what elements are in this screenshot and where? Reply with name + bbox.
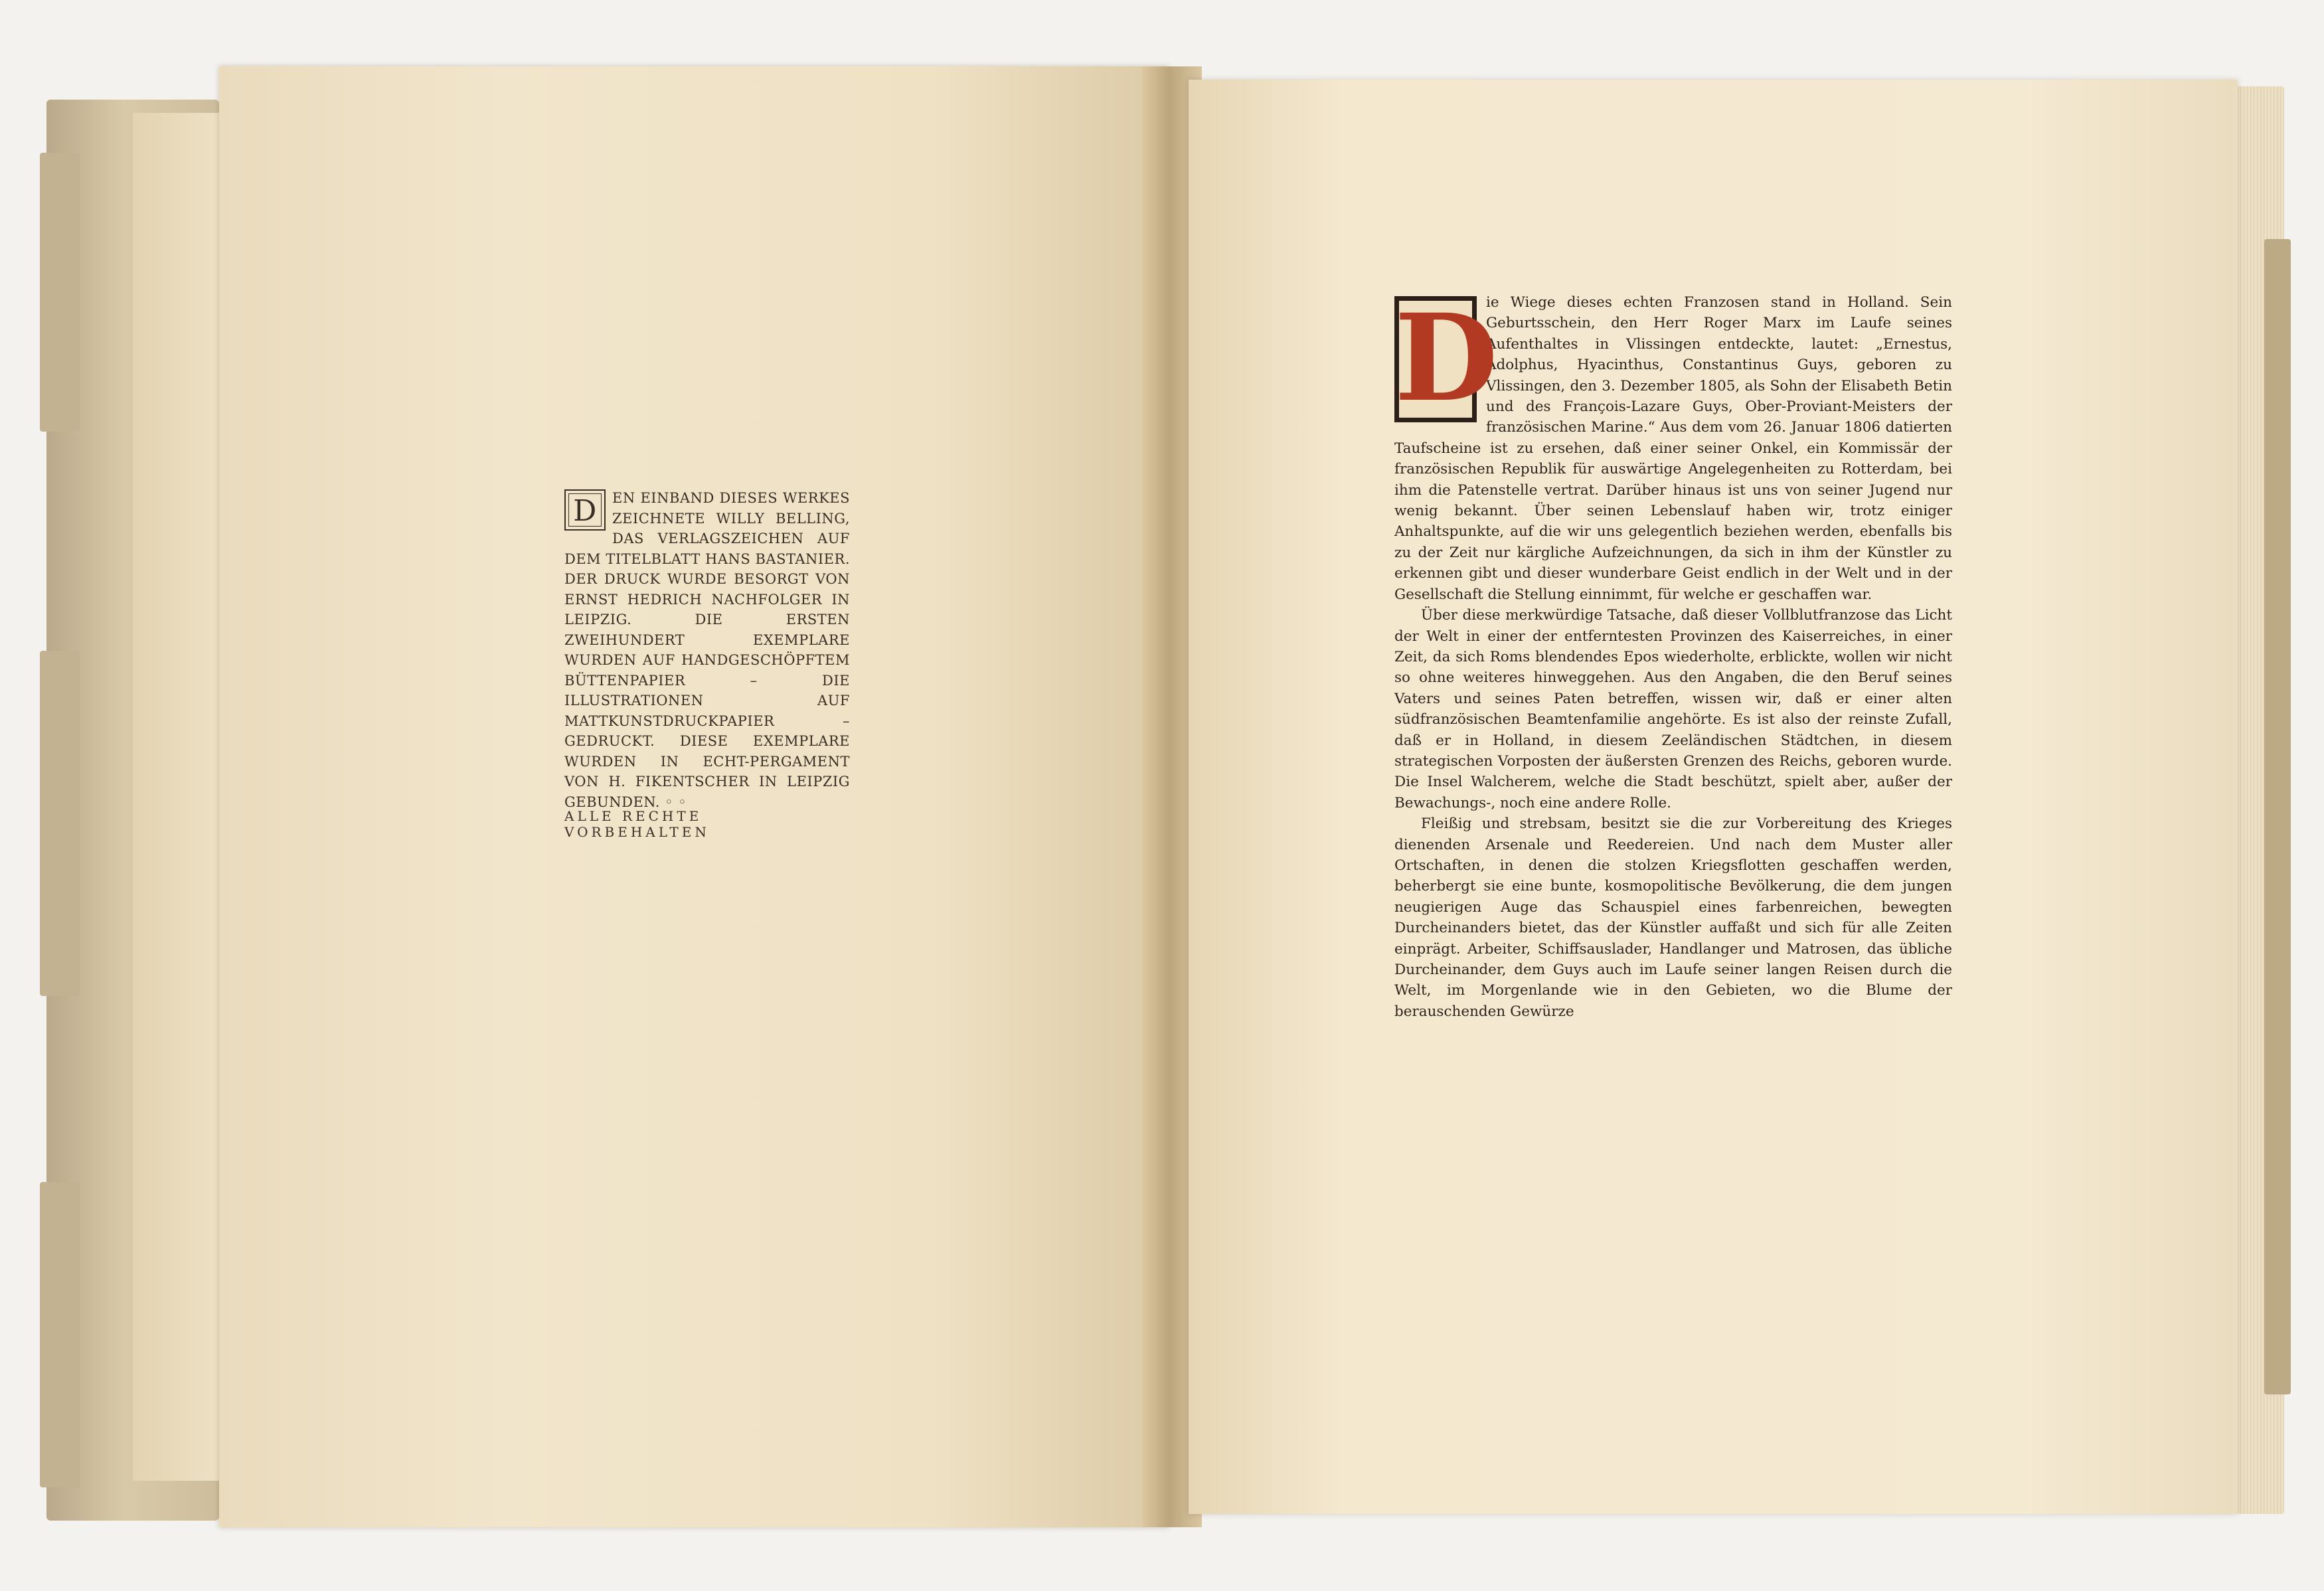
article-text bbox=[1394, 288, 1952, 1022]
torn-paper-strip bbox=[40, 651, 80, 996]
left-page-stack bbox=[133, 113, 226, 1481]
colophon-initial: D bbox=[573, 494, 597, 528]
colophon-initial-frame bbox=[564, 489, 606, 531]
torn-paper-strip bbox=[40, 153, 80, 432]
paragraph-1: ie Wiege dieses echten Franzosen stand in Holland. Sein Geburtsschein, den Herr Roger Marx im Laufe seines Aufenthaltes in Vlissingen entdeckte, lautet: „Ernestus, Adolphus, Hyacinthus, Constantinus Guys, geboren zu Vlissingen, den 3. Dezember 1805, als Sohn der Elisabeth Betin und des François-Lazare Guys, Ober-Proviant-Meisters der französischen Marine.“ Aus dem vom 26. Januar 1806 datierten Taufscheine ist zu ersehen, daß einer seiner Onkel, ein Kommissär der französischen Republik für auswärtige Angelegenheiten zu Rotterdam, bei ihm die Patenstelle vertrat. Darüber hinaus ist uns von seiner Jugend nur wenig bekannt. Über seinen Lebenslauf haben wir, trotz einiger Anhaltspunkte, auf die wir uns gelegentlich beziehen werden, ebenfalls bis zu der Zeit nur kärgliche Aufzeichnungen, da sich in ihm der Künstler zu erkennen gibt und dieser wunderbare Geist endlich in der Welt und in der Gesellschaft die Stellung einnimmt, für welche er geschaffen war. bbox=[1394, 294, 1952, 603]
paragraph-3: Fleißig und strebsam, besitzt sie die zur Vorbereitung des Krieges dienenden Arsenale und Reedereien. Und nach dem Muster aller Ortschaften, in denen die stolzen Kriegsflotten geschaffen werden, beherbergt sie eine bunte, kosmopolitische Bevölkerung, die dem jungen neugierigen Auge das Schauspiel eines farbenreichen, bewegten Durcheinanders bietet, das der Künstler auffaßt und sich für alle Zeiten einprägt. Arbeiter, Schiffsauslader, Handlanger und Matrosen, das übliche Durcheinander, dem Guys auch im Laufe seiner langen Reisen durch die Welt, im Morgenlande wie in den Gebieten, wo die Blume der berauschenden Gewürze bbox=[1394, 815, 1952, 1020]
torn-paper-strip bbox=[40, 1182, 80, 1487]
colophon-text: EN EINBAND DIESES WERKES ZEICHNETE WILLY BELLING, DAS VERLAGSZEICHEN AUF DEM TITELBLATT HANS BASTANIER. DER DRUCK WURDE BESORGT VON ERNST HEDRICH NACHFOLGER IN LEIPZIG. DIE ERSTEN ZWEIHUNDERT EXEMPLARE WURDEN AUF HANDGESCHÖPFTEM BÜTTENPAPIER – DIE ILLUSTRATIONEN AUF MATTKUNSTDRUCKPAPIER – GEDRUCKT. DIESE EXEMPLARE WURDEN IN ECHT-PERGAMENT VON H. FIKENTSCHER IN LEIPZIG GEBUNDEN. ◦ ◦ bbox=[564, 490, 850, 810]
paragraph-2: Über diese merkwürdige Tatsache, daß dieser Vollblutfranzose das Licht der Welt in einer der entferntesten Provinzen des Kaiserreiches, in einer Zeit, da sich Roms blendendes Epos wiederholte, erblickte, wollen wir nicht so ohne weiteres hinweggehen. Aus den Angaben, die den Beruf seines Vaters und seines Paten betreffen, wissen wir, daß er einer alten südfranzösischen Beamtenfamilie angehörte. Es ist also der reinste Zufall, daß er in Holland, in diesem Zeeländischen Städtchen, in diesem strategischen Vorposten der äußersten Grenzen des Reichs, geboren wurde. Die Insel Walcherem, welche die Stadt beschützt, spielt aber, außer der Bewachungs-, noch eine andere Rolle. bbox=[1394, 607, 1952, 811]
drop-cap-ornament-box bbox=[1394, 288, 1499, 428]
drop-cap-letter: D bbox=[1394, 288, 1499, 428]
right-cover-edge bbox=[2264, 239, 2291, 1394]
colophon bbox=[564, 488, 850, 812]
rights-notice: ALLE RECHTE VORBEHALTEN bbox=[564, 808, 710, 840]
